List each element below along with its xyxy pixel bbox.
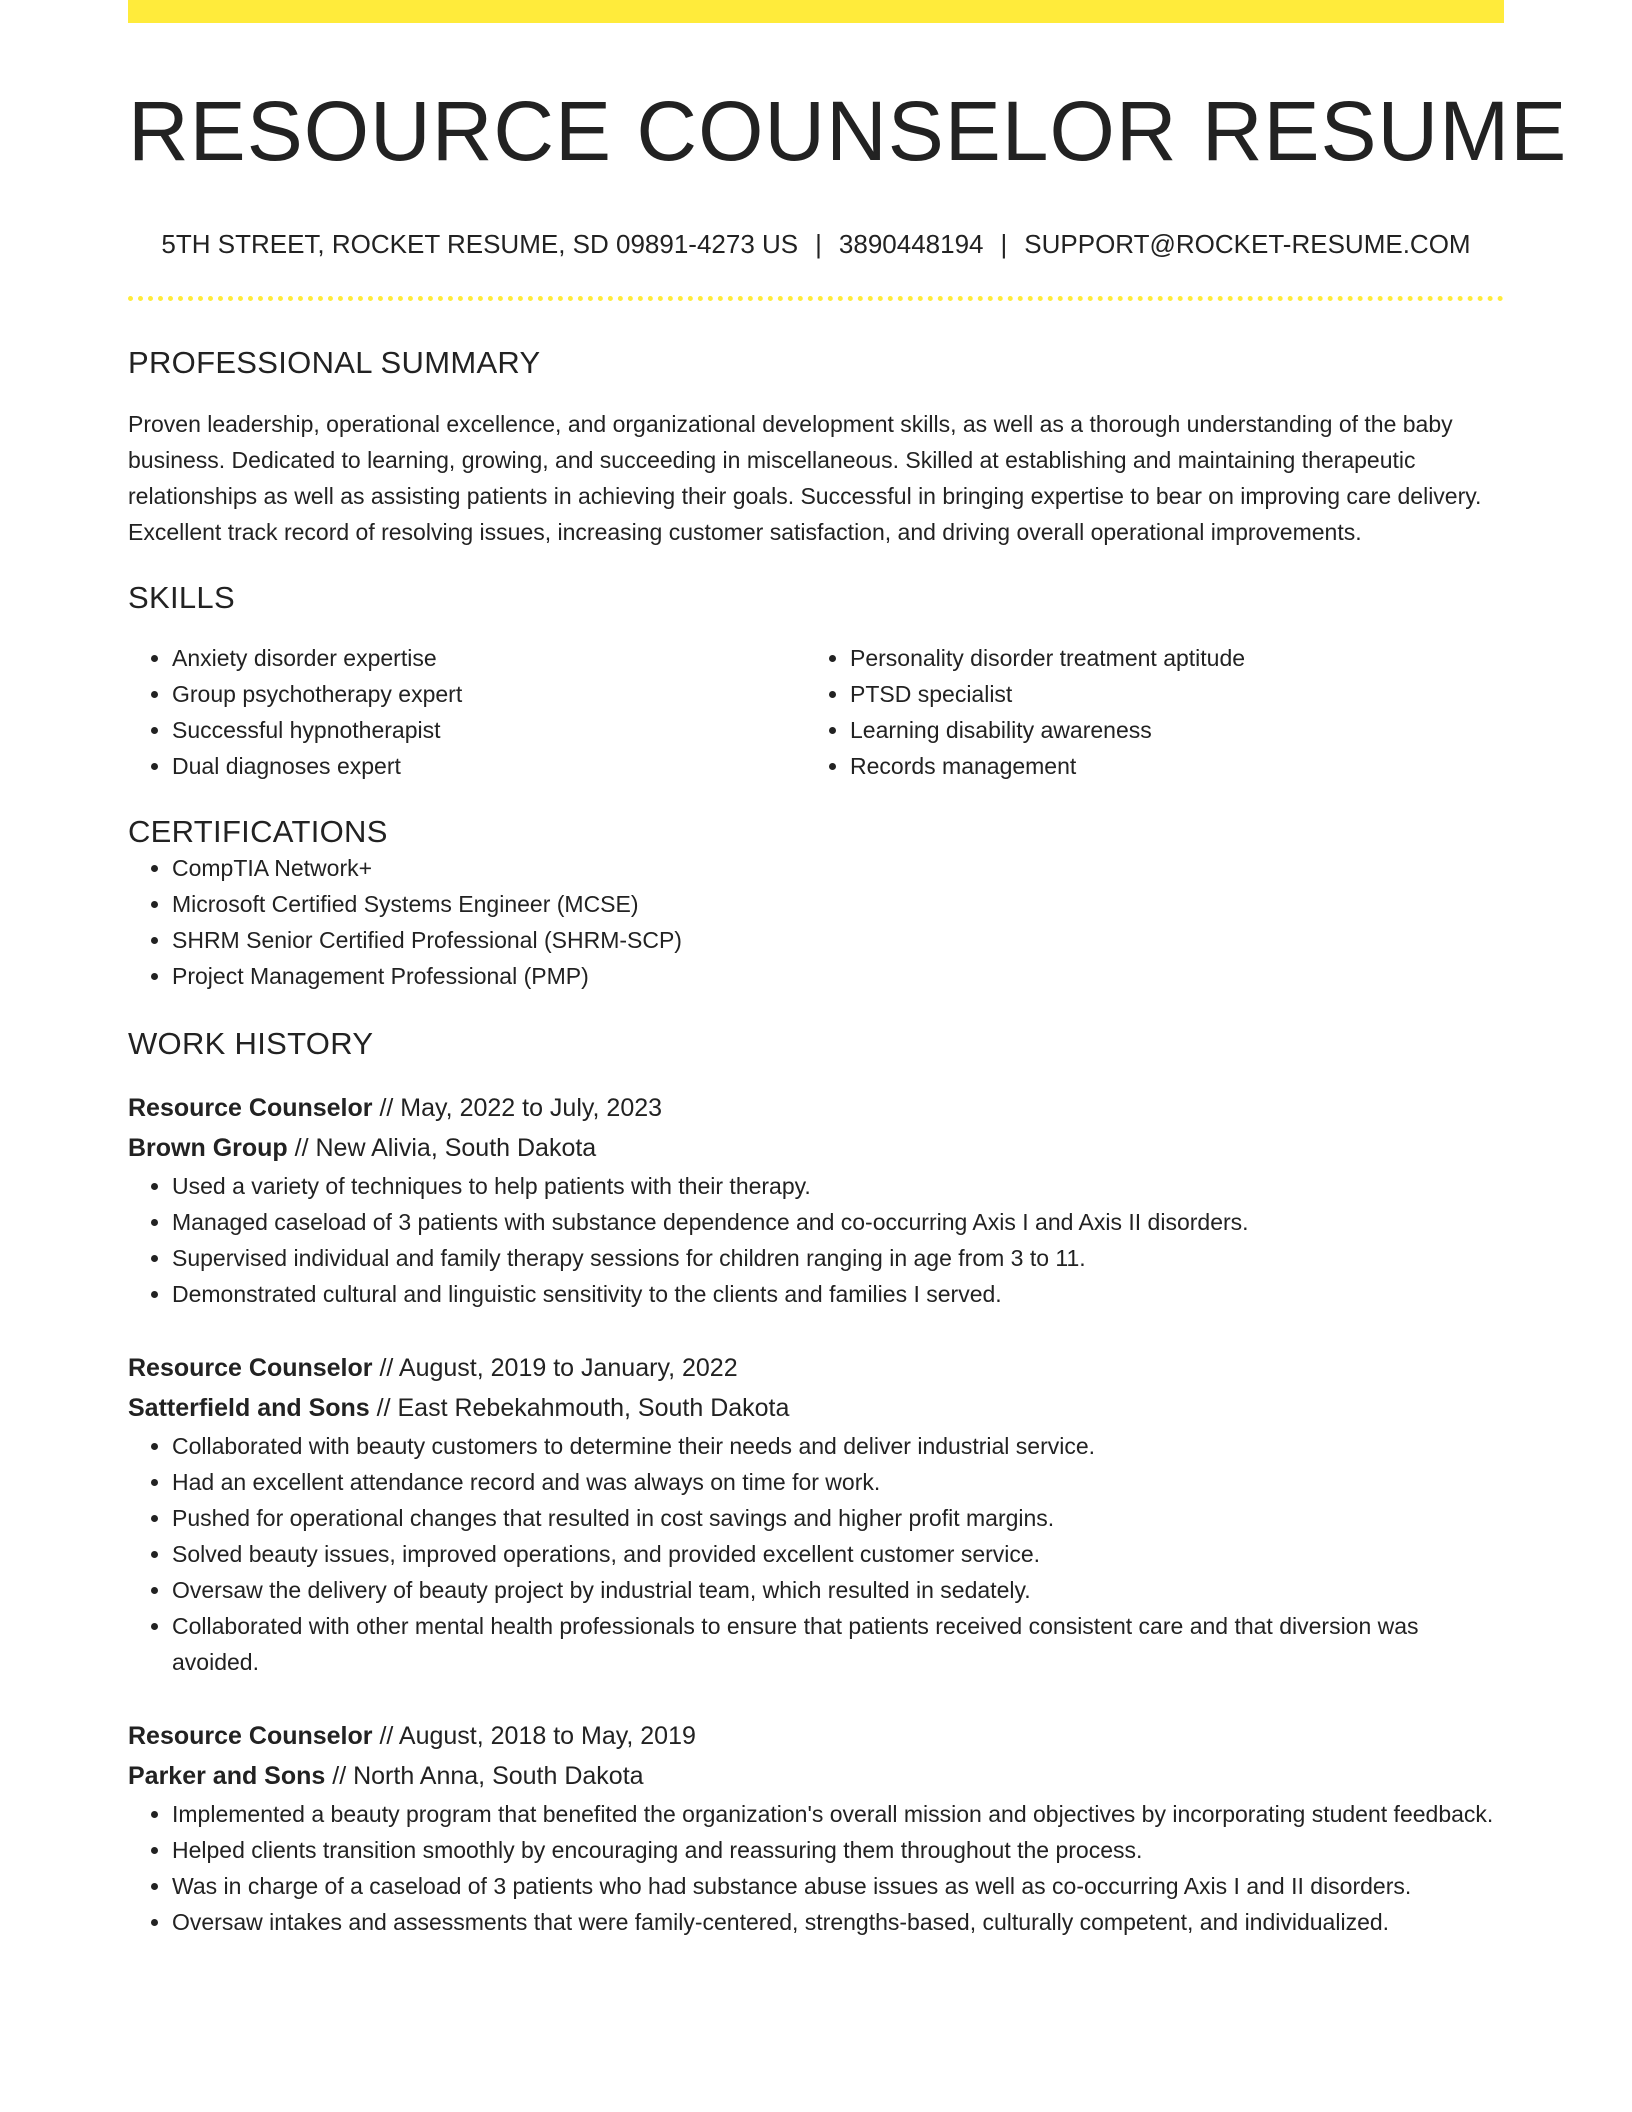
skills-list-left (128, 640, 806, 784)
contact-separator: | (1000, 229, 1008, 260)
top-accent-bar (128, 0, 1504, 23)
job-company-line (128, 1756, 1504, 1796)
job-dates: // August, 2018 to May, 2019 (372, 1722, 696, 1751)
job-bullets (128, 1428, 1504, 1680)
skills-grid (128, 640, 1504, 784)
resume-title: RESOURCE COUNSELOR RESUME (128, 84, 1568, 178)
work-history-heading: WORK HISTORY (128, 1026, 374, 1062)
skills-list-right (806, 640, 1484, 784)
job-bullets (128, 1168, 1504, 1312)
contact-email: SUPPORT@ROCKET-RESUME.COM (1024, 229, 1471, 260)
job-bullet: • Managed caseload of 3 patients with substance dependence and co-occurring Axis I and Axis II disorders. (172, 1204, 1504, 1240)
skill-item: • Group psychotherapy expert (172, 676, 806, 712)
job-bullet: • Used a variety of techniques to help patients with their therapy. (172, 1168, 1504, 1204)
job-role: Resource Counselor (128, 1722, 373, 1751)
job-location: // New Alivia, South Dakota (287, 1134, 597, 1163)
skill-item: • Personality disorder treatment aptitude (850, 640, 1484, 676)
job-bullets (128, 1796, 1504, 1940)
certification-item: • CompTIA Network+ (172, 850, 1504, 886)
job-entry (128, 1088, 1504, 1312)
job-entry (128, 1348, 1504, 1680)
contact-line (128, 229, 1504, 260)
job-role: Resource Counselor (128, 1354, 373, 1383)
job-location: // North Anna, South Dakota (325, 1762, 644, 1791)
certifications-list (128, 850, 1504, 994)
job-company-line (128, 1128, 1504, 1168)
resume-page (128, 0, 1568, 1940)
contact-separator: | (815, 229, 822, 260)
skill-item: • Records management (850, 748, 1484, 784)
job-role: Resource Counselor (128, 1094, 373, 1123)
skills-column-right (806, 640, 1484, 784)
job-role-line (128, 1716, 1504, 1756)
job-bullet: • Supervised individual and family therapy sessions for children ranging in age from 3 to 11. (172, 1240, 1504, 1276)
job-company: Satterfield and Sons (128, 1394, 370, 1423)
job-location: // East Rebekahmouth, South Dakota (369, 1394, 790, 1423)
job-bullet: • Oversaw intakes and assessments that were family-centered, strengths-based, culturally competent, and individualized. (172, 1904, 1504, 1940)
skill-item: • Learning disability awareness (850, 712, 1484, 748)
job-company: Parker and Sons (128, 1762, 326, 1791)
skill-item: • PTSD specialist (850, 676, 1484, 712)
job-entry (128, 1716, 1504, 1940)
certification-item: • SHRM Senior Certified Professional (SHRM-SCP) (172, 922, 1504, 958)
certification-item: • Project Management Professional (PMP) (172, 958, 1504, 994)
contact-address: 5TH STREET, ROCKET RESUME, SD 09891-4273 US (161, 229, 799, 260)
contact-phone: 3890448194 (838, 229, 984, 260)
summary-heading: PROFESSIONAL SUMMARY (128, 345, 541, 381)
job-dates: // May, 2022 to July, 2023 (372, 1094, 663, 1123)
job-bullet: • Collaborated with beauty customers to determine their needs and deliver industrial service. (172, 1428, 1504, 1464)
job-role-line (128, 1348, 1504, 1388)
job-bullet: • Had an excellent attendance record and was always on time for work. (172, 1464, 1504, 1500)
skill-item: • Successful hypnotherapist (172, 712, 806, 748)
job-bullet: • Solved beauty issues, improved operations, and provided excellent customer service. (172, 1536, 1504, 1572)
job-bullet: • Was in charge of a caseload of 3 patients who had substance abuse issues as well as co-occurring Axis I and II disorders. (172, 1868, 1504, 1904)
summary-text: Proven leadership, operational excellence, and organizational development skills, as well as a thorough understanding of the baby business. Dedicated to learning, growing, and succeeding in miscellaneous. Skilled at establishing and maintaining therapeutic relationships as well as assisting patients in achieving their goals. Successful in bringing expertise to bear on improving care delivery. Excellent track record of resolving issues, increasing customer satisfaction, and driving overall operational improvements. (128, 411, 1482, 546)
job-bullet: • Helped clients transition smoothly by encouraging and reassuring them throughout the process. (172, 1832, 1504, 1868)
skill-item: • Dual diagnoses expert (172, 748, 806, 784)
certification-item: • Microsoft Certified Systems Engineer (MCSE) (172, 886, 1504, 922)
skills-heading: SKILLS (128, 580, 235, 616)
job-company: Brown Group (128, 1134, 288, 1163)
job-bullet: • Demonstrated cultural and linguistic sensitivity to the clients and families I served. (172, 1276, 1504, 1312)
job-bullet: • Oversaw the delivery of beauty project by industrial team, which resulted in sedately. (172, 1572, 1504, 1608)
job-bullet: • Implemented a beauty program that benefited the organization's overall mission and objectives by incorporating student feedback. (172, 1796, 1504, 1832)
skill-item: • Anxiety disorder expertise (172, 640, 806, 676)
skills-column-left (128, 640, 806, 784)
dotted-divider (128, 296, 1504, 301)
job-bullet: • Pushed for operational changes that resulted in cost savings and higher profit margins. (172, 1500, 1504, 1536)
certifications-heading: CERTIFICATIONS (128, 814, 388, 850)
job-bullet: • Collaborated with other mental health professionals to ensure that patients received consistent care and that diversion was avoided. (172, 1608, 1504, 1680)
job-dates: // August, 2019 to January, 2022 (372, 1354, 738, 1383)
job-company-line (128, 1388, 1504, 1428)
job-role-line (128, 1088, 1504, 1128)
